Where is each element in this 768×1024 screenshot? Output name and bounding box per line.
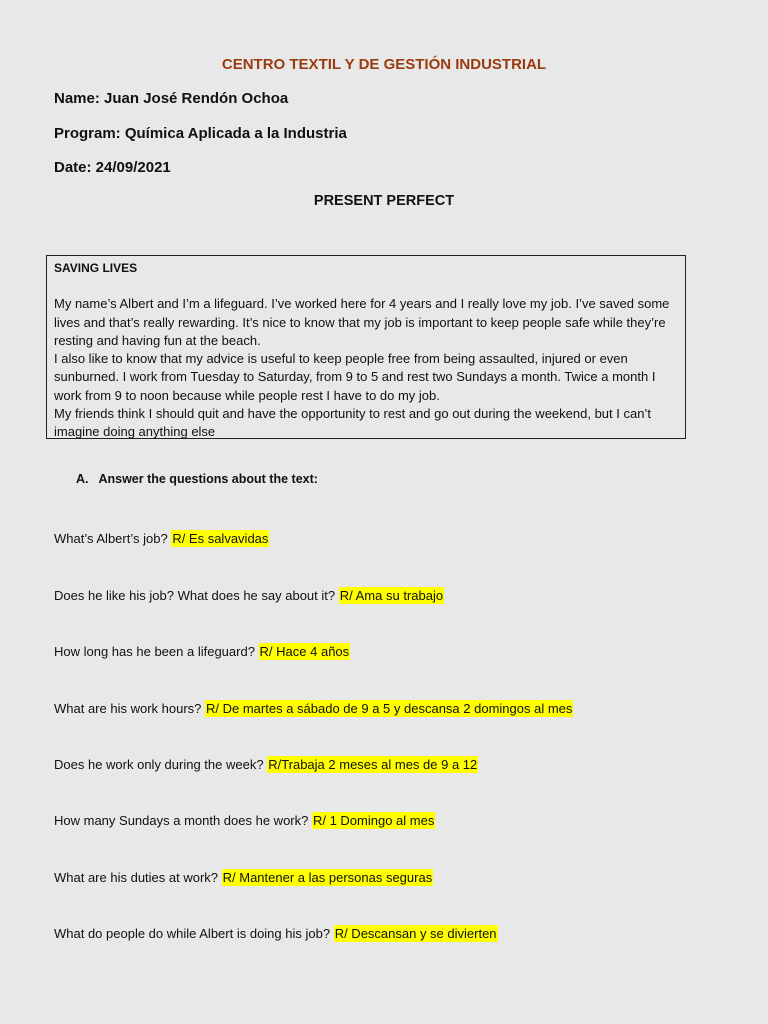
question-item (54, 870, 433, 885)
answer-text: R/Trabaja 2 meses al mes de 9 a 12 (268, 757, 478, 772)
question-text: Does he like his job? What does he say about it? (54, 588, 339, 603)
answer-text: R/ 1 Domingo al mes (312, 813, 435, 828)
question-text: How many Sundays a month does he work? (54, 813, 312, 828)
question-text: Does he work only during the week? (54, 757, 268, 772)
reading-paragraph: I also like to know that my advice is useful to keep people free from being assaulted, injured or even sunburned. I work from Tuesday to Saturday, from 9 to 5 and rest two Sundays a month. Twice a month I work from 9 to noon because while people rest I have to do my job. (54, 351, 656, 403)
question-text: What are his duties at work? (54, 870, 222, 885)
reading-title: SAVING LIVES (54, 261, 138, 275)
exercise-instruction: A. Answer the questions about the text: (76, 472, 318, 486)
reading-paragraph: My friends think I should quit and have the opportunity to rest and go out during the weekend, but I can’t imagine doing anything else (54, 406, 651, 440)
question-text: What’s Albert’s job? (54, 531, 172, 546)
answer-text: R/ Hace 4 años (259, 644, 350, 659)
answer-text: R/ De martes a sábado de 9 a 5 y descansa 2 domingos al mes (206, 701, 573, 716)
date-line: Date: 24/09/2021 (54, 159, 171, 176)
question-item (54, 701, 573, 716)
answer-text: R/ Descansan y se divierten (334, 926, 497, 941)
answer-text: R/ Es salvavidas (172, 531, 269, 546)
reading-paragraph: My name’s Albert and I’m a lifeguard. I’ve worked here for 4 years and I really love my job. I’ve saved some lives and that’s really rewarding. It’s nice to know that my job is important to keep people safe while they’re resting and having fun at the beach. (54, 296, 670, 348)
question-item (54, 644, 350, 659)
institution-title: CENTRO TEXTIL Y DE GESTIÓN INDUSTRIAL (221, 56, 547, 73)
question-item (54, 531, 269, 546)
answer-text: R/ Mantener a las personas seguras (222, 870, 433, 885)
question-item (54, 813, 435, 828)
question-text: What are his work hours? (54, 701, 206, 716)
student-name: Name: Juan José Rendón Ochoa (54, 90, 289, 107)
question-item (54, 757, 478, 772)
reading-box (46, 255, 686, 439)
program-line: Program: Química Aplicada a la Industria (54, 125, 347, 142)
topic-title: PRESENT PERFECT (313, 193, 455, 209)
question-item (54, 926, 498, 941)
question-text: What do people do while Albert is doing his job? (54, 926, 334, 941)
question-text: How long has he been a lifeguard? (54, 644, 259, 659)
question-item (54, 588, 444, 603)
answer-text: R/ Ama su trabajo (339, 588, 444, 603)
